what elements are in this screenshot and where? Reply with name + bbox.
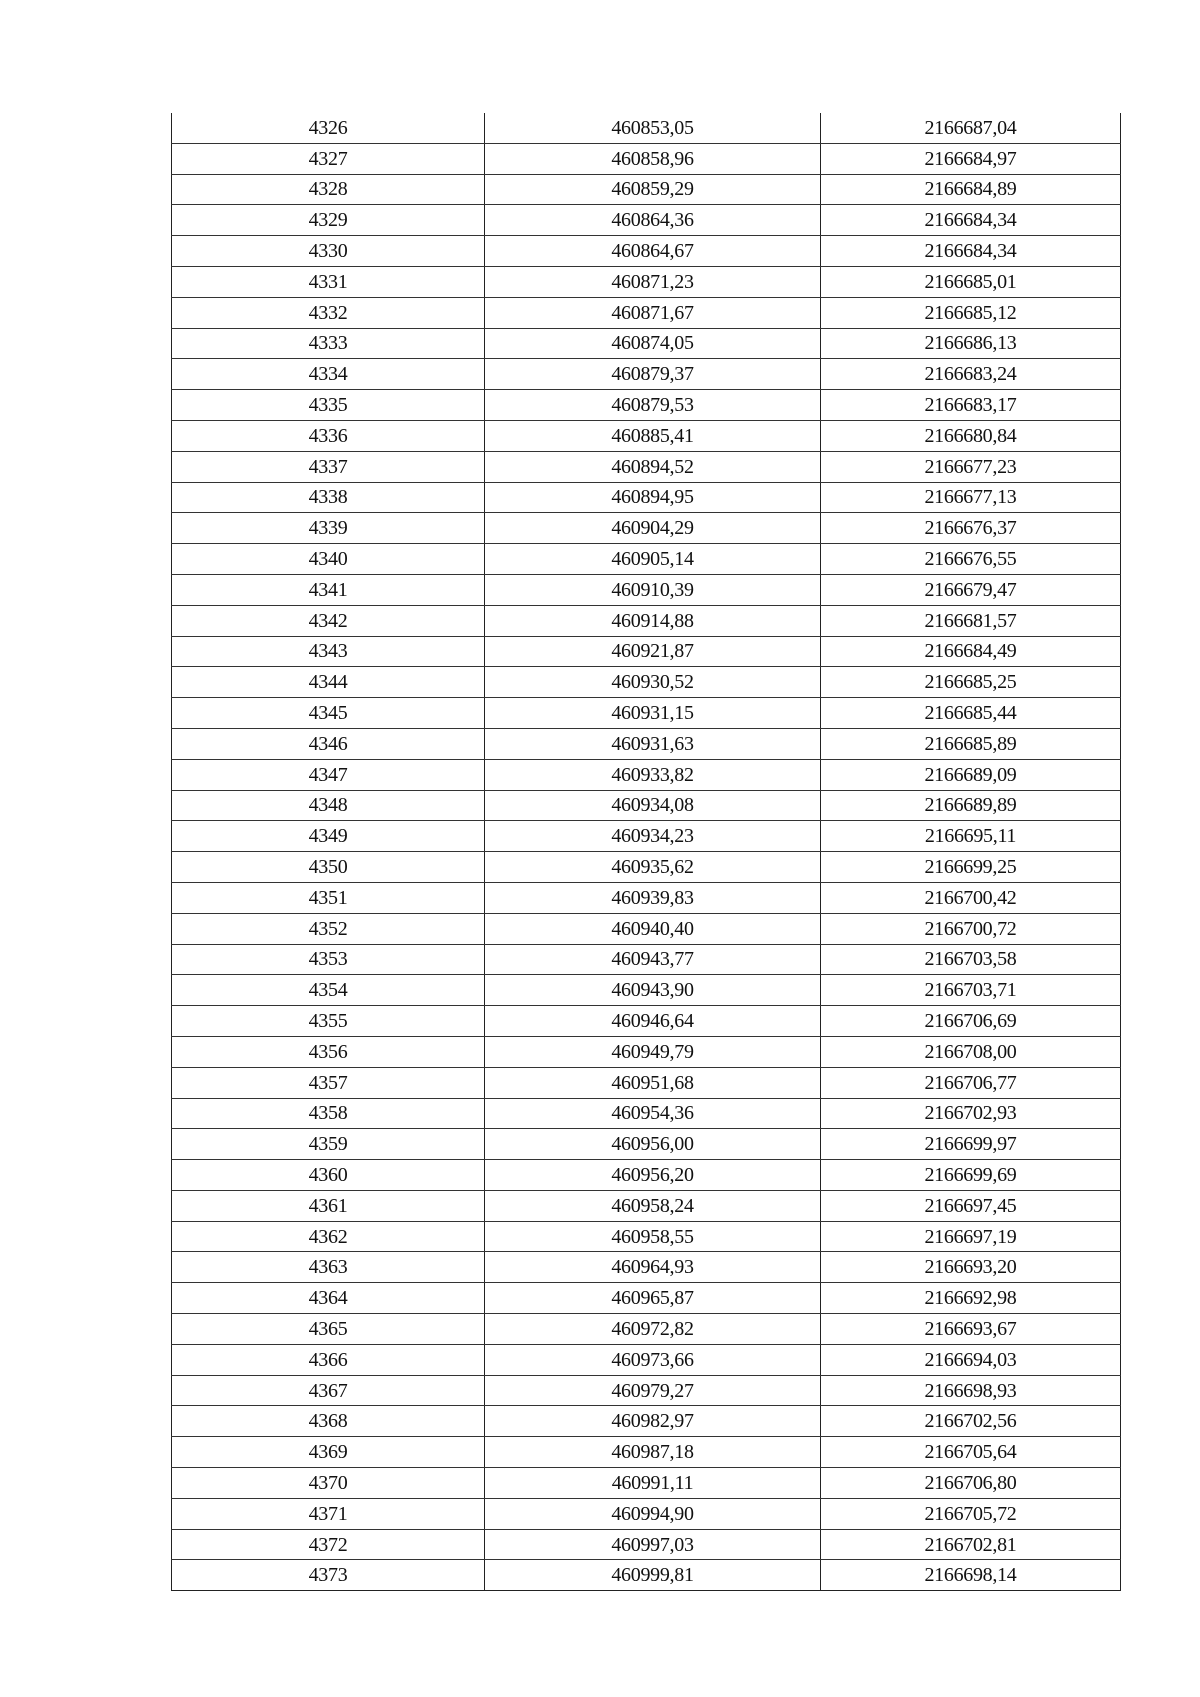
point-number-cell: 4346 [172,728,485,759]
point-number-cell: 4359 [172,1129,485,1160]
x-coordinate-cell: 460885,41 [485,420,821,451]
x-coordinate-cell: 460853,05 [485,113,821,143]
point-number-cell: 4357 [172,1067,485,1098]
table-row [172,944,1121,975]
y-coordinate-cell: 2166698,14 [821,1560,1121,1591]
table-row [172,513,1121,544]
x-coordinate-cell: 460934,08 [485,790,821,821]
x-coordinate-cell: 460943,77 [485,944,821,975]
y-coordinate-cell: 2166699,97 [821,1129,1121,1160]
y-coordinate-cell: 2166681,57 [821,605,1121,636]
table-row [172,975,1121,1006]
table-row [172,236,1121,267]
y-coordinate-cell: 2166685,44 [821,698,1121,729]
point-number-cell: 4349 [172,821,485,852]
point-number-cell: 4339 [172,513,485,544]
y-coordinate-cell: 2166706,80 [821,1468,1121,1499]
table-row [172,1344,1121,1375]
table-row [172,143,1121,174]
table-row [172,482,1121,513]
x-coordinate-cell: 460956,00 [485,1129,821,1160]
table-row [172,1067,1121,1098]
table-row [172,1252,1121,1283]
table-row [172,728,1121,759]
table-row [172,1190,1121,1221]
y-coordinate-cell: 2166685,25 [821,667,1121,698]
point-number-cell: 4341 [172,574,485,605]
point-number-cell: 4370 [172,1468,485,1499]
point-number-cell: 4329 [172,205,485,236]
point-number-cell: 4326 [172,113,485,143]
x-coordinate-cell: 460931,15 [485,698,821,729]
table-row [172,451,1121,482]
point-number-cell: 4338 [172,482,485,513]
y-coordinate-cell: 2166699,25 [821,852,1121,883]
point-number-cell: 4330 [172,236,485,267]
x-coordinate-cell: 460943,90 [485,975,821,1006]
y-coordinate-cell: 2166685,89 [821,728,1121,759]
x-coordinate-cell: 460874,05 [485,328,821,359]
y-coordinate-cell: 2166679,47 [821,574,1121,605]
y-coordinate-cell: 2166677,23 [821,451,1121,482]
table-row [172,1006,1121,1037]
table-row [172,667,1121,698]
table-row [172,1098,1121,1129]
point-number-cell: 4356 [172,1036,485,1067]
y-coordinate-cell: 2166684,89 [821,174,1121,205]
point-number-cell: 4352 [172,913,485,944]
y-coordinate-cell: 2166676,37 [821,513,1121,544]
y-coordinate-cell: 2166700,42 [821,882,1121,913]
x-coordinate-cell: 460964,93 [485,1252,821,1283]
y-coordinate-cell: 2166699,69 [821,1160,1121,1191]
y-coordinate-cell: 2166676,55 [821,544,1121,575]
x-coordinate-cell: 460871,23 [485,266,821,297]
x-coordinate-cell: 460982,97 [485,1406,821,1437]
table-row [172,821,1121,852]
x-coordinate-cell: 460871,67 [485,297,821,328]
table-row [172,605,1121,636]
table-row [172,790,1121,821]
x-coordinate-cell: 460994,90 [485,1498,821,1529]
point-number-cell: 4345 [172,698,485,729]
point-number-cell: 4361 [172,1190,485,1221]
x-coordinate-cell: 460858,96 [485,143,821,174]
x-coordinate-cell: 460864,36 [485,205,821,236]
table-row [172,759,1121,790]
table-row [172,1406,1121,1437]
y-coordinate-cell: 2166694,03 [821,1344,1121,1375]
y-coordinate-cell: 2166700,72 [821,913,1121,944]
point-number-cell: 4334 [172,359,485,390]
coordinates-table [171,113,1121,1591]
point-number-cell: 4358 [172,1098,485,1129]
table-row [172,420,1121,451]
point-number-cell: 4343 [172,636,485,667]
y-coordinate-cell: 2166698,93 [821,1375,1121,1406]
point-number-cell: 4360 [172,1160,485,1191]
x-coordinate-cell: 460930,52 [485,667,821,698]
point-number-cell: 4364 [172,1283,485,1314]
point-number-cell: 4348 [172,790,485,821]
table-row [172,1529,1121,1560]
x-coordinate-cell: 460904,29 [485,513,821,544]
y-coordinate-cell: 2166685,12 [821,297,1121,328]
table-row [172,359,1121,390]
y-coordinate-cell: 2166708,00 [821,1036,1121,1067]
point-number-cell: 4353 [172,944,485,975]
table-row [172,574,1121,605]
y-coordinate-cell: 2166677,13 [821,482,1121,513]
y-coordinate-cell: 2166702,56 [821,1406,1121,1437]
x-coordinate-cell: 460879,53 [485,390,821,421]
table-row [172,1468,1121,1499]
y-coordinate-cell: 2166702,93 [821,1098,1121,1129]
point-number-cell: 4331 [172,266,485,297]
table-row [172,205,1121,236]
y-coordinate-cell: 2166692,98 [821,1283,1121,1314]
y-coordinate-cell: 2166706,69 [821,1006,1121,1037]
table-row [172,1314,1121,1345]
point-number-cell: 4340 [172,544,485,575]
y-coordinate-cell: 2166683,17 [821,390,1121,421]
x-coordinate-cell: 460972,82 [485,1314,821,1345]
x-coordinate-cell: 460859,29 [485,174,821,205]
table-row [172,852,1121,883]
x-coordinate-cell: 460910,39 [485,574,821,605]
y-coordinate-cell: 2166706,77 [821,1067,1121,1098]
x-coordinate-cell: 460965,87 [485,1283,821,1314]
point-number-cell: 4354 [172,975,485,1006]
point-number-cell: 4351 [172,882,485,913]
x-coordinate-cell: 460894,95 [485,482,821,513]
x-coordinate-cell: 460921,87 [485,636,821,667]
table-row [172,297,1121,328]
table-row [172,1560,1121,1591]
table-row [172,636,1121,667]
y-coordinate-cell: 2166703,71 [821,975,1121,1006]
coordinates-table-body [172,113,1121,1591]
point-number-cell: 4369 [172,1437,485,1468]
y-coordinate-cell: 2166697,19 [821,1221,1121,1252]
table-row [172,1437,1121,1468]
point-number-cell: 4344 [172,667,485,698]
point-number-cell: 4363 [172,1252,485,1283]
x-coordinate-cell: 460999,81 [485,1560,821,1591]
table-row [172,390,1121,421]
point-number-cell: 4347 [172,759,485,790]
point-number-cell: 4367 [172,1375,485,1406]
point-number-cell: 4332 [172,297,485,328]
table-row [172,113,1121,143]
x-coordinate-cell: 460958,24 [485,1190,821,1221]
y-coordinate-cell: 2166697,45 [821,1190,1121,1221]
x-coordinate-cell: 460931,63 [485,728,821,759]
y-coordinate-cell: 2166705,72 [821,1498,1121,1529]
x-coordinate-cell: 460954,36 [485,1098,821,1129]
table-row [172,266,1121,297]
point-number-cell: 4366 [172,1344,485,1375]
point-number-cell: 4342 [172,605,485,636]
x-coordinate-cell: 460997,03 [485,1529,821,1560]
table-row [172,913,1121,944]
x-coordinate-cell: 460973,66 [485,1344,821,1375]
table-row [172,174,1121,205]
x-coordinate-cell: 460894,52 [485,451,821,482]
point-number-cell: 4327 [172,143,485,174]
y-coordinate-cell: 2166705,64 [821,1437,1121,1468]
point-number-cell: 4336 [172,420,485,451]
y-coordinate-cell: 2166684,49 [821,636,1121,667]
y-coordinate-cell: 2166683,24 [821,359,1121,390]
y-coordinate-cell: 2166686,13 [821,328,1121,359]
x-coordinate-cell: 460991,11 [485,1468,821,1499]
point-number-cell: 4372 [172,1529,485,1560]
point-number-cell: 4373 [172,1560,485,1591]
point-number-cell: 4368 [172,1406,485,1437]
point-number-cell: 4371 [172,1498,485,1529]
y-coordinate-cell: 2166703,58 [821,944,1121,975]
table-row [172,1221,1121,1252]
x-coordinate-cell: 460905,14 [485,544,821,575]
y-coordinate-cell: 2166695,11 [821,821,1121,852]
y-coordinate-cell: 2166684,34 [821,205,1121,236]
y-coordinate-cell: 2166689,89 [821,790,1121,821]
y-coordinate-cell: 2166687,04 [821,113,1121,143]
point-number-cell: 4362 [172,1221,485,1252]
y-coordinate-cell: 2166693,20 [821,1252,1121,1283]
x-coordinate-cell: 460979,27 [485,1375,821,1406]
x-coordinate-cell: 460935,62 [485,852,821,883]
x-coordinate-cell: 460933,82 [485,759,821,790]
y-coordinate-cell: 2166702,81 [821,1529,1121,1560]
point-number-cell: 4355 [172,1006,485,1037]
x-coordinate-cell: 460934,23 [485,821,821,852]
table-row [172,544,1121,575]
table-row [172,1498,1121,1529]
table-row [172,1375,1121,1406]
table-row [172,698,1121,729]
table-row [172,1283,1121,1314]
x-coordinate-cell: 460879,37 [485,359,821,390]
y-coordinate-cell: 2166689,09 [821,759,1121,790]
y-coordinate-cell: 2166680,84 [821,420,1121,451]
y-coordinate-cell: 2166693,67 [821,1314,1121,1345]
x-coordinate-cell: 460951,68 [485,1067,821,1098]
point-number-cell: 4328 [172,174,485,205]
table-row [172,1129,1121,1160]
point-number-cell: 4335 [172,390,485,421]
x-coordinate-cell: 460864,67 [485,236,821,267]
point-number-cell: 4350 [172,852,485,883]
x-coordinate-cell: 460914,88 [485,605,821,636]
x-coordinate-cell: 460956,20 [485,1160,821,1191]
x-coordinate-cell: 460949,79 [485,1036,821,1067]
table-row [172,1036,1121,1067]
x-coordinate-cell: 460939,83 [485,882,821,913]
x-coordinate-cell: 460940,40 [485,913,821,944]
point-number-cell: 4333 [172,328,485,359]
table-row [172,882,1121,913]
y-coordinate-cell: 2166685,01 [821,266,1121,297]
y-coordinate-cell: 2166684,97 [821,143,1121,174]
point-number-cell: 4365 [172,1314,485,1345]
table-row [172,328,1121,359]
y-coordinate-cell: 2166684,34 [821,236,1121,267]
x-coordinate-cell: 460987,18 [485,1437,821,1468]
table-row [172,1160,1121,1191]
x-coordinate-cell: 460958,55 [485,1221,821,1252]
x-coordinate-cell: 460946,64 [485,1006,821,1037]
point-number-cell: 4337 [172,451,485,482]
